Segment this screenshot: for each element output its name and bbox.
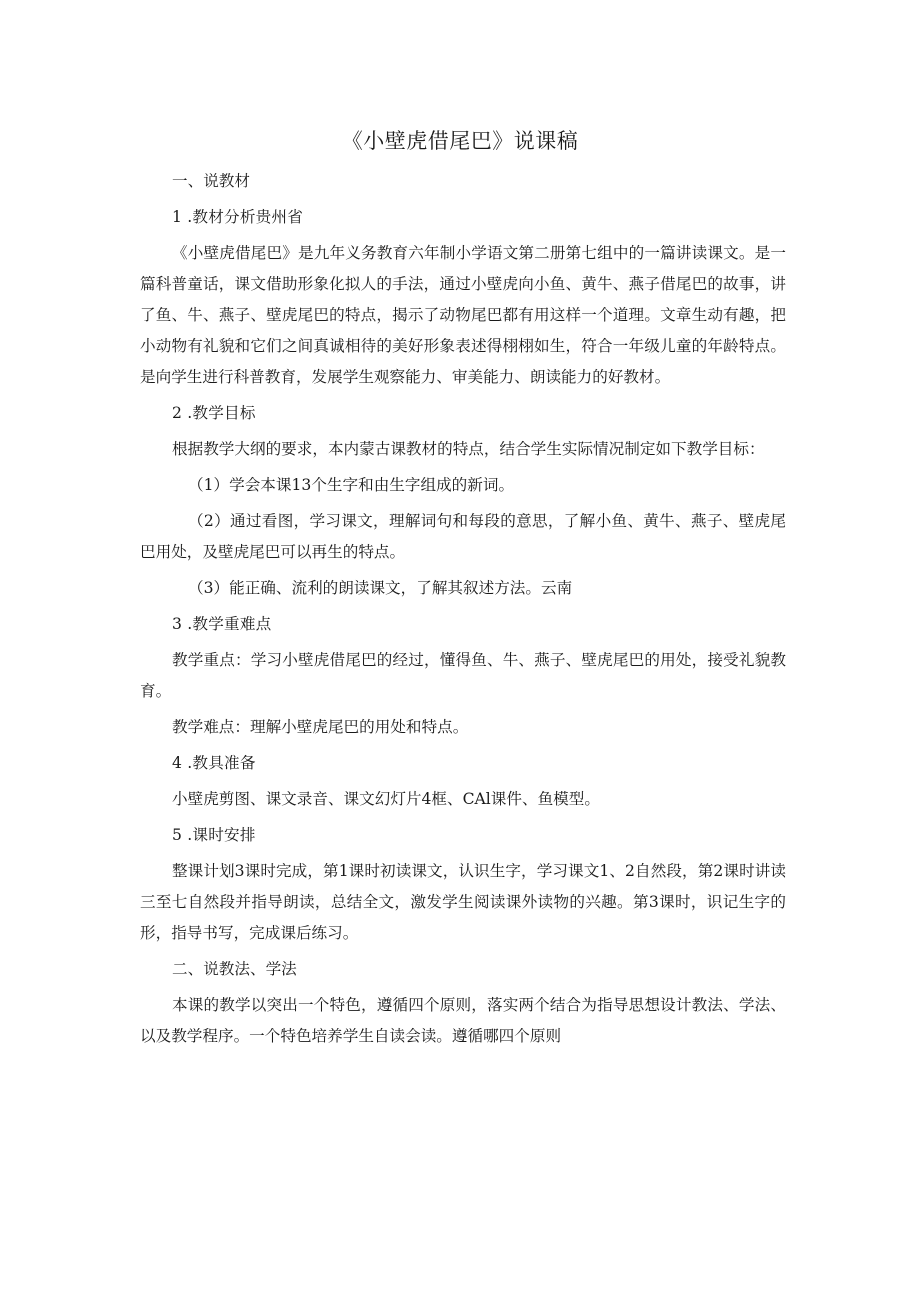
paragraph-textbook-analysis: 《小壁虎借尾巴》是九年义务教育六年制小学语文第二册第七组中的一篇讲读课文。是一篇科普童话，课文借助形象化拟人的手法，通过小壁虎向小鱼、黄牛、燕子借尾巴的故事，讲了鱼、牛、燕子、壁虎尾巴的特点，揭示了动物尾巴都有用这样一个道理。文章生动有趣，把小动物有礼貌和它们之间真诚相待的美好形象表述得栩栩如生，符合一年级儿童的年龄特点。是向学生进行科普教育，发展学生观察能力、审美能力、朗读能力的好教材。 — [140, 244, 786, 386]
paragraph-key-points: 教学重点：学习小壁虎借尾巴的经过，懂得鱼、牛、燕子、壁虎尾巴的用处，接受礼貌教育。 — [140, 651, 786, 700]
subheading-1: 1 .教材分析贵州省 — [172, 208, 303, 226]
subheading-4: 4 .教具准备 — [172, 754, 256, 772]
subheading-5: 5 .课时安排 — [172, 826, 256, 844]
paragraph-methods: 本课的教学以突出一个特色，遵循四个原则，落实两个结合为指导思想设计教法、学法、以及教学程序。一个特色培养学生自读会读。遵循哪四个原则 — [140, 996, 786, 1045]
goal-item-1: （1）学会本课13个生字和由生字组成的新词。 — [188, 476, 515, 494]
goal-item-2: （2）通过看图，学习课文，理解词句和每段的意思，了解小鱼、黄牛、燕子、壁虎尾巴用处，及壁虎尾巴可以再生的特点。 — [140, 512, 786, 561]
document-body — [140, 166, 786, 1057]
section-heading-2: 二、说教法、学法 — [172, 960, 297, 978]
paragraph-teaching-aids: 小壁虎剪图、课文录音、课文幻灯片4框、CAl课件、鱼模型。 — [172, 790, 600, 808]
subheading-3: 3 .教学重难点 — [172, 615, 272, 633]
paragraph-goals-intro: 根据教学大纲的要求，本内蒙古课教材的特点，结合学生实际情况制定如下教学目标： — [172, 440, 765, 458]
document-title: 《小壁虎借尾巴》说课稿 — [341, 129, 579, 153]
section-heading-1: 一、说教材 — [172, 172, 250, 190]
paragraph-difficult-points: 教学难点：理解小壁虎尾巴的用处和特点。 — [172, 718, 469, 736]
paragraph-schedule: 整课计划3课时完成，第1课时初读课文，认识生字，学习课文1、2自然段，第2课时讲读三至七自然段并指导朗读，总结全文，激发学生阅读课外读物的兴趣。第3课时，识记生字的形，指导书写，完成课后练习。 — [140, 862, 786, 942]
subheading-2: 2 .教学目标 — [172, 404, 256, 422]
goal-item-3: （3）能正确、流利的朗读课文，了解其叙述方法。云南 — [188, 579, 573, 597]
